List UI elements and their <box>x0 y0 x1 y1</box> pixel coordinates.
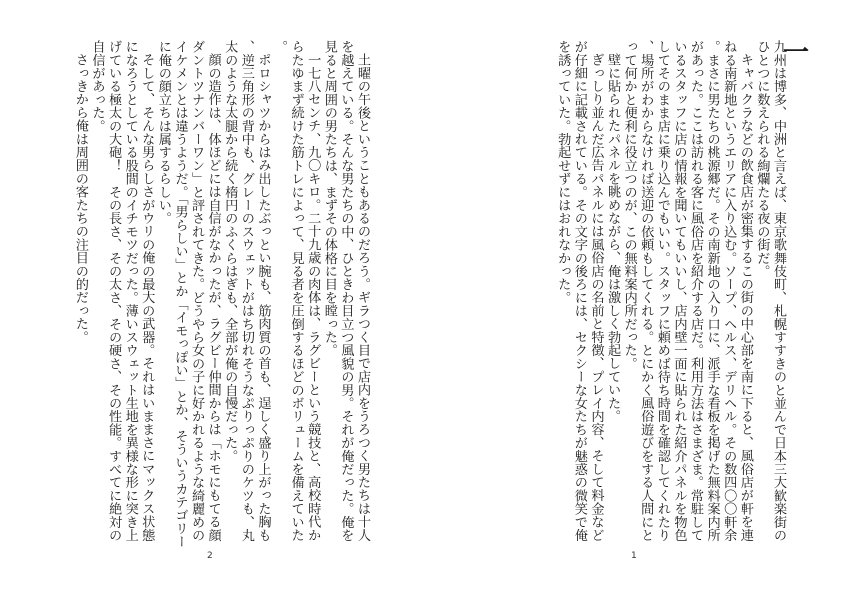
chapter-mark: 一 <box>782 38 809 68</box>
paragraph: 壁に貼られたパネルを眺めながら、俺は激しく勃起していた。 <box>605 53 621 423</box>
page-number: 2 <box>207 551 213 561</box>
paragraph: 一七八センチ、九〇キロ。二十九歳の肉体は、ラグビーという競技と、高校時代からたゆまず続けた筋トレによって、見る者を圧倒するほどのボリュームを備えていた。 <box>272 40 321 542</box>
right-page <box>425 0 850 600</box>
paragraph: ぎっしり並んだ広告パネルには風俗店の名前と特徴、プレイ内容、そして料金などが仔細に記載されている。その文字の後ろには、セクシーな女たちが魅惑の微笑で俺を誘っていた。勃起せずにはおれなかった。 <box>555 40 604 542</box>
paragraph: 土曜の午後ということもあるのだろう。ギラつく目で店内をうろつく男たちは十人を越えている。そんな男たちの中、ひときわ目立つ風貌の男。それが俺だった。俺を見ると周囲の男たちは、まずその体格に目を瞠った。 <box>321 40 370 542</box>
paragraph: そして、そんな男らしさがウリの俺の最大の武器。それはいままさにマックス状態になろうとしている股間のイチモツだった。薄いスウェット生地を異様な形に突き上げている極太の大砲！ その長さ、その太さ、その硬さ、その性能。すべてに絶対の自信があった。 <box>89 40 155 542</box>
right-page-body <box>464 40 786 552</box>
paragraph: ポロシャツからはみ出したぶっとい腕も、筋肉質の首も、逞しく盛り上がった胸も、逆三角形の背中も、グレーのスウェットがはち切れそうなぷりっぷりのケツも、丸太のような太腿から続く楕円のふくらはぎも、全部が俺の自慢だった。 <box>222 40 271 542</box>
paragraph: 九州は博多、中洲と言えば、東京歌舞伎町、札幌すすきのと並んで日本三大歓楽街のひとつに数えられる絢爛たる夜の街だ。 <box>754 40 786 542</box>
paragraph: キャバクラなどの飲食店が密集するこの街の中心部を南に下ると、風俗店が軒を連ねる南新地というエリアに入り込む。ソープ、ヘルス、デリヘル。その数四〇〇軒余。まさに男たちの桃源郷だ。その南新地の入り口に、派手な看板を掲げた無料案内所があった。ここは訪れる客に風俗店を紹介する店だ。利用方法はさまざま。常駐しているスタッフに店の情報を聞いてもいいし、店内壁一面に貼られた紹介パネルを物色してそのまま店に乗り込んでもいい。スタッフに頼めば待ち時間を確認してくれたり、場所がわからなければ送迎の依頼もしてくれる。とにかく風俗遊びをする人間にとって何かと便利に役立つのが、この無料案内所だった。 <box>621 40 753 542</box>
paragraph: さっきから俺は周囲の客たちの注目の的だった。 <box>72 53 88 344</box>
page-number: 1 <box>631 551 637 561</box>
paragraph: 顔の造作は、体ほどには自信がなかったが、ラグビー仲間からは「ホモにもてる顔ダントツナンバーワン」と評されてきた。どうやら女の子に好かれるような綺麗めのイケメンとは違うようだ。「男らしい」とか「イモっぽい」とか、そういうカテゴリーに俺の顔立ちは属するらしい。 <box>155 40 221 549</box>
left-page-body <box>25 40 370 552</box>
